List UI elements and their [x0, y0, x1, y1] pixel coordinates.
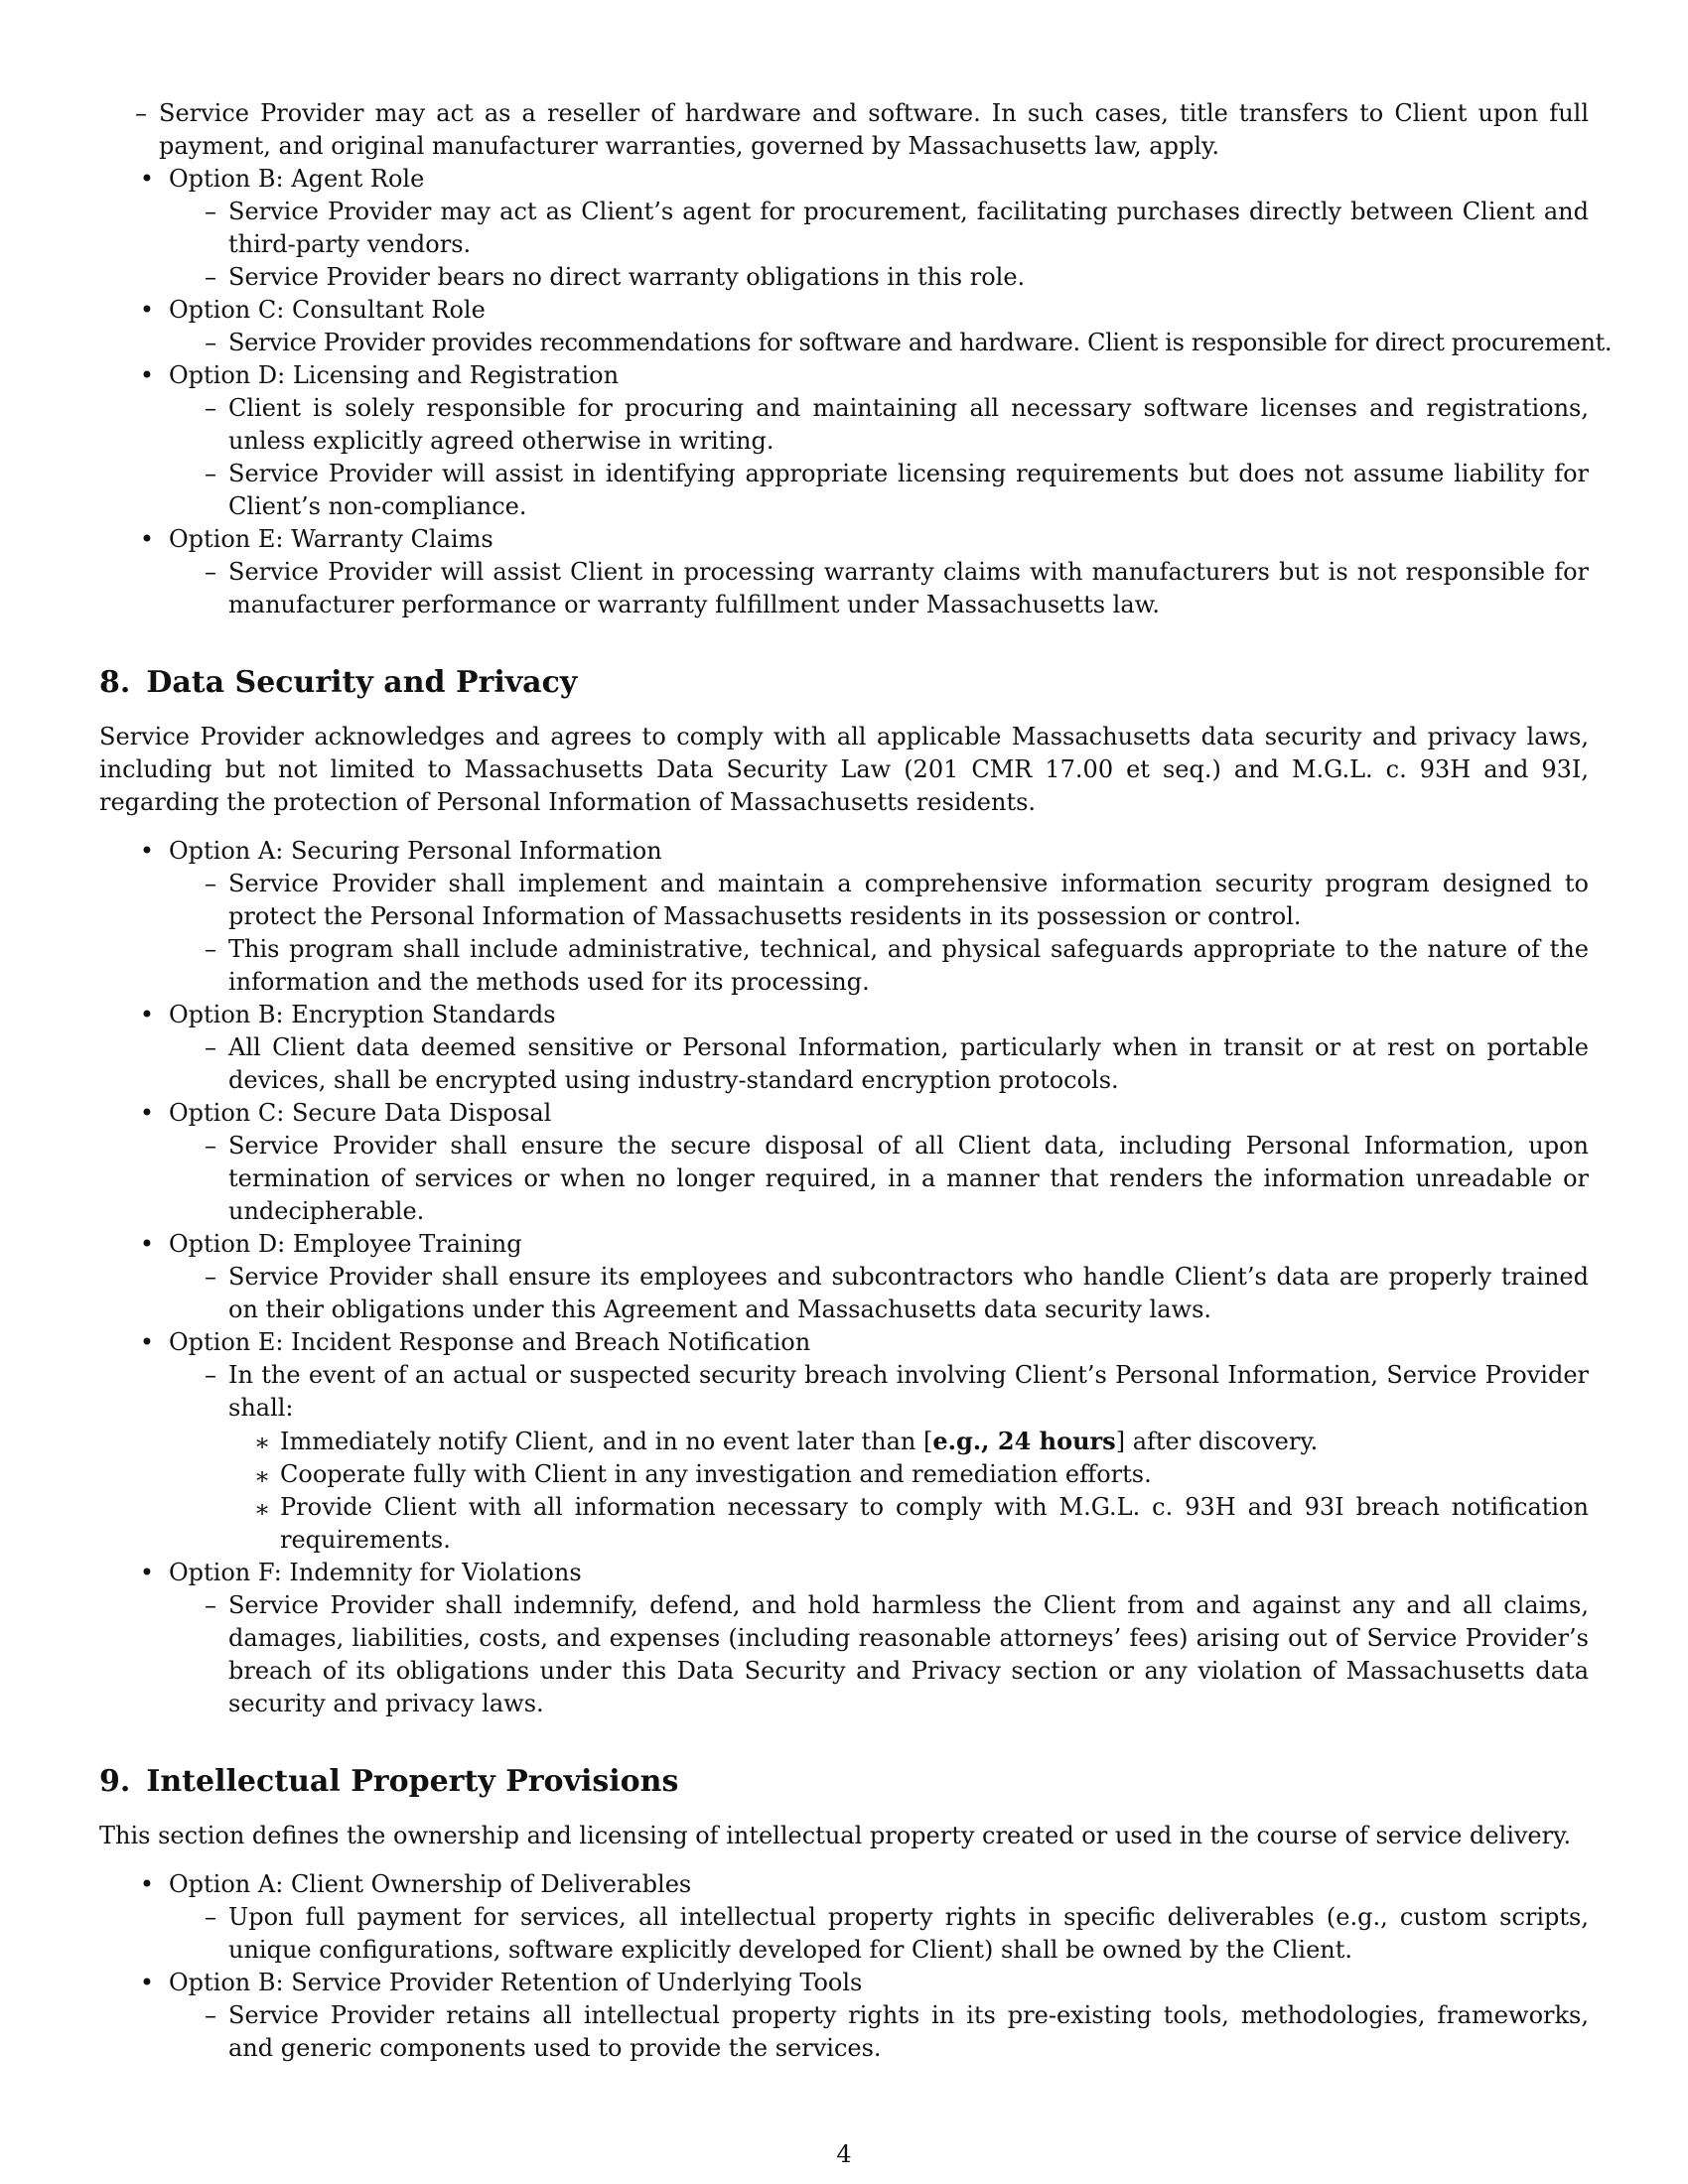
option-label: Option A: Securing Personal Information: [169, 837, 662, 865]
option-item: [99, 1868, 1589, 1967]
page-body: [99, 97, 1613, 2065]
list-item: – Service Provider provides recommendations for software and hardware. Client is responsible for direct procurement.: [169, 327, 1589, 359]
section-heading-intellectual-property: 9. Intellectual Property Provisions: [99, 1764, 679, 1799]
option-item: [99, 1097, 1589, 1228]
bullet-icon: •: [139, 1001, 155, 1028]
list-item: – Upon full payment for services, all intellectual property rights in specific deliverables (e.g., custom scripts, unique configurations, software explicitly developed for Client) shall be owned by the Client.: [169, 1901, 1589, 1967]
bullet-icon: •: [139, 1230, 155, 1258]
dash-bullet-icon: –: [205, 394, 216, 422]
option-label: Option A: Client Ownership of Deliverables: [169, 1870, 692, 1898]
list-item: ∗ Provide Client with all information necessary to comply with M.G.L. c. 93H and 93I breach notification requirements.: [228, 1491, 1589, 1557]
list-item: – This program shall include administrative, technical, and physical safeguards appropriate to the nature of the information and the methods used for its processing.: [169, 933, 1589, 999]
page-number: 4: [836, 2140, 852, 2168]
bullet-icon: •: [139, 837, 155, 865]
list-item: – Service Provider may act as a reseller of hardware and software. In such cases, title transfers to Client upon full payment, and original manufacturer warranties, governed by Massachusetts law, apply.: [99, 97, 1589, 163]
bullet-icon: •: [139, 361, 155, 389]
option-label: Option D: Employee Training: [169, 1230, 522, 1258]
dash-bullet-icon: –: [205, 329, 216, 356]
option-item: [99, 294, 1613, 359]
dash-bullet-icon: –: [205, 935, 216, 963]
list-item: ∗ Cooperate fully with Client in any investigation and remediation efforts.: [228, 1458, 1589, 1491]
section-intro: Service Provider acknowledges and agrees to comply with all applicable Massachusetts data security and privacy laws, including but not limited to Massachusetts Data Security Law (201 CMR 17.00 et seq.) and M.G.L. c. 93H and 93I, regarding the protection of Personal Information of Massachusetts residents.: [99, 723, 1589, 816]
dash-bullet-icon: –: [205, 1132, 216, 1160]
option-label: Option E: Warranty Claims: [169, 525, 493, 553]
continued-sublist: [99, 97, 1589, 163]
asterisk-bullet-icon: ∗: [253, 1462, 271, 1490]
option-label: Option C: Secure Data Disposal: [169, 1099, 552, 1127]
bullet-icon: •: [139, 296, 155, 324]
option-label: Option B: Service Provider Retention of Underlying Tools: [169, 1969, 863, 1996]
option-item: [99, 1228, 1589, 1326]
section-intro: This section defines the ownership and licensing of intellectual property created or used in the course of service delivery.: [99, 1822, 1572, 1849]
bullet-icon: •: [139, 525, 155, 553]
asterisk-bullet-icon: ∗: [253, 1429, 271, 1456]
option-item: [99, 359, 1589, 523]
dash-bullet-icon: –: [205, 558, 216, 586]
option-label: Option C: Consultant Role: [169, 296, 486, 324]
list-item: – Service Provider shall implement and maintain a comprehensive information security program designed to protect the Personal Information of Massachusetts residents in its possession or control.: [169, 868, 1589, 933]
ip-options-list: [99, 1868, 1589, 2065]
option-item: [99, 999, 1589, 1097]
bullet-icon: •: [139, 1870, 155, 1898]
option-label: Option D: Licensing and Registration: [169, 361, 620, 389]
option-item: [99, 835, 1589, 999]
dash-bullet-icon: –: [205, 1903, 216, 1931]
list-item: ∗ Immediately notify Client, and in no event later than [e.g., 24 hours] after discovery.: [228, 1425, 1589, 1458]
dash-bullet-icon: –: [205, 1361, 216, 1389]
list-item: – Service Provider will assist Client in processing warranty claims with manufacturers but is not responsible for manufacturer performance or warranty fulfillment under Massachusetts law.: [169, 556, 1589, 621]
bullet-icon: •: [139, 1969, 155, 1996]
notification-deadline: e.g., 24 hours: [932, 1427, 1116, 1455]
asterisk-bullet-icon: ∗: [253, 1495, 271, 1523]
option-label: Option B: Agent Role: [169, 165, 425, 193]
data-security-options-list: [99, 835, 1589, 1720]
bullet-icon: •: [139, 165, 155, 193]
list-item: – Service Provider shall ensure the secure disposal of all Client data, including Personal Information, upon termination of services or when no longer required, in a manner that renders the information unreadable or undecipherable.: [169, 1130, 1589, 1228]
dash-bullet-icon: –: [205, 460, 216, 487]
bullet-icon: •: [139, 1559, 155, 1586]
dash-bullet-icon: –: [205, 1591, 216, 1619]
list-item: – Service Provider will assist in identifying appropriate licensing requirements but does not assume liability for Client’s non-compliance.: [169, 458, 1589, 523]
list-item: – In the event of an actual or suspected security breach involving Client’s Personal Information, Service Provider shall: ∗ Immediately notify Client, and in no event later than [e.g., 24 hours] after discovery. ∗ Cooperate fully with Client in any investigation and remediation efforts. ∗ Provide Client with all information necessary to comply with M.G.L. c. 93H and 93I breach notification requirements.: [169, 1359, 1589, 1557]
bullet-icon: •: [139, 1328, 155, 1356]
dash-bullet-icon: –: [205, 870, 216, 897]
option-label: Option F: Indemnity for Violations: [169, 1559, 582, 1586]
bullet-icon: •: [139, 1099, 155, 1127]
option-label: Option E: Incident Response and Breach Notification: [169, 1328, 811, 1356]
document-page: [99, 0, 1613, 2184]
option-item: [99, 1326, 1589, 1557]
dash-bullet-icon: –: [205, 263, 216, 291]
procurement-options-list: [99, 163, 1613, 621]
option-label: Option B: Encryption Standards: [169, 1001, 556, 1028]
list-item: – Client is solely responsible for procuring and maintaining all necessary software licenses and registrations, unless explicitly agreed otherwise in writing.: [169, 392, 1589, 458]
option-item: [99, 163, 1589, 294]
list-item: – Service Provider shall ensure its employees and subcontractors who handle Client’s data are properly trained on their obligations under this Agreement and Massachusetts data security laws.: [169, 1261, 1589, 1326]
list-item: – All Client data deemed sensitive or Personal Information, particularly when in transit or at rest on portable devices, shall be encrypted using industry-standard encryption protocols.: [169, 1031, 1589, 1097]
dash-bullet-icon: –: [205, 1033, 216, 1061]
list-item: – Service Provider bears no direct warranty obligations in this role.: [169, 261, 1589, 294]
option-item: [99, 523, 1589, 621]
dash-bullet-icon: –: [205, 198, 216, 225]
list-item: – Service Provider shall indemnify, defend, and hold harmless the Client from and against any and all claims, damages, liabilities, costs, and expenses (including reasonable attorneys’ fees) arising out of Service Provider’s breach of its obligations under this Data Security and Privacy section or any violation of Massachusetts data security and privacy laws.: [169, 1589, 1589, 1720]
dash-bullet-icon: –: [135, 99, 147, 127]
dash-bullet-icon: –: [205, 1263, 216, 1291]
section-heading-data-security: 8. Data Security and Privacy: [99, 665, 578, 700]
dash-bullet-icon: –: [205, 2001, 216, 2029]
list-item: – Service Provider may act as Client’s agent for procurement, facilitating purchases directly between Client and third-party vendors.: [169, 196, 1589, 261]
list-item: – Service Provider retains all intellectual property rights in its pre-existing tools, methodologies, frameworks, and generic components used to provide the services.: [169, 1999, 1589, 2065]
option-item: [99, 1557, 1589, 1720]
option-item: [99, 1967, 1589, 2065]
